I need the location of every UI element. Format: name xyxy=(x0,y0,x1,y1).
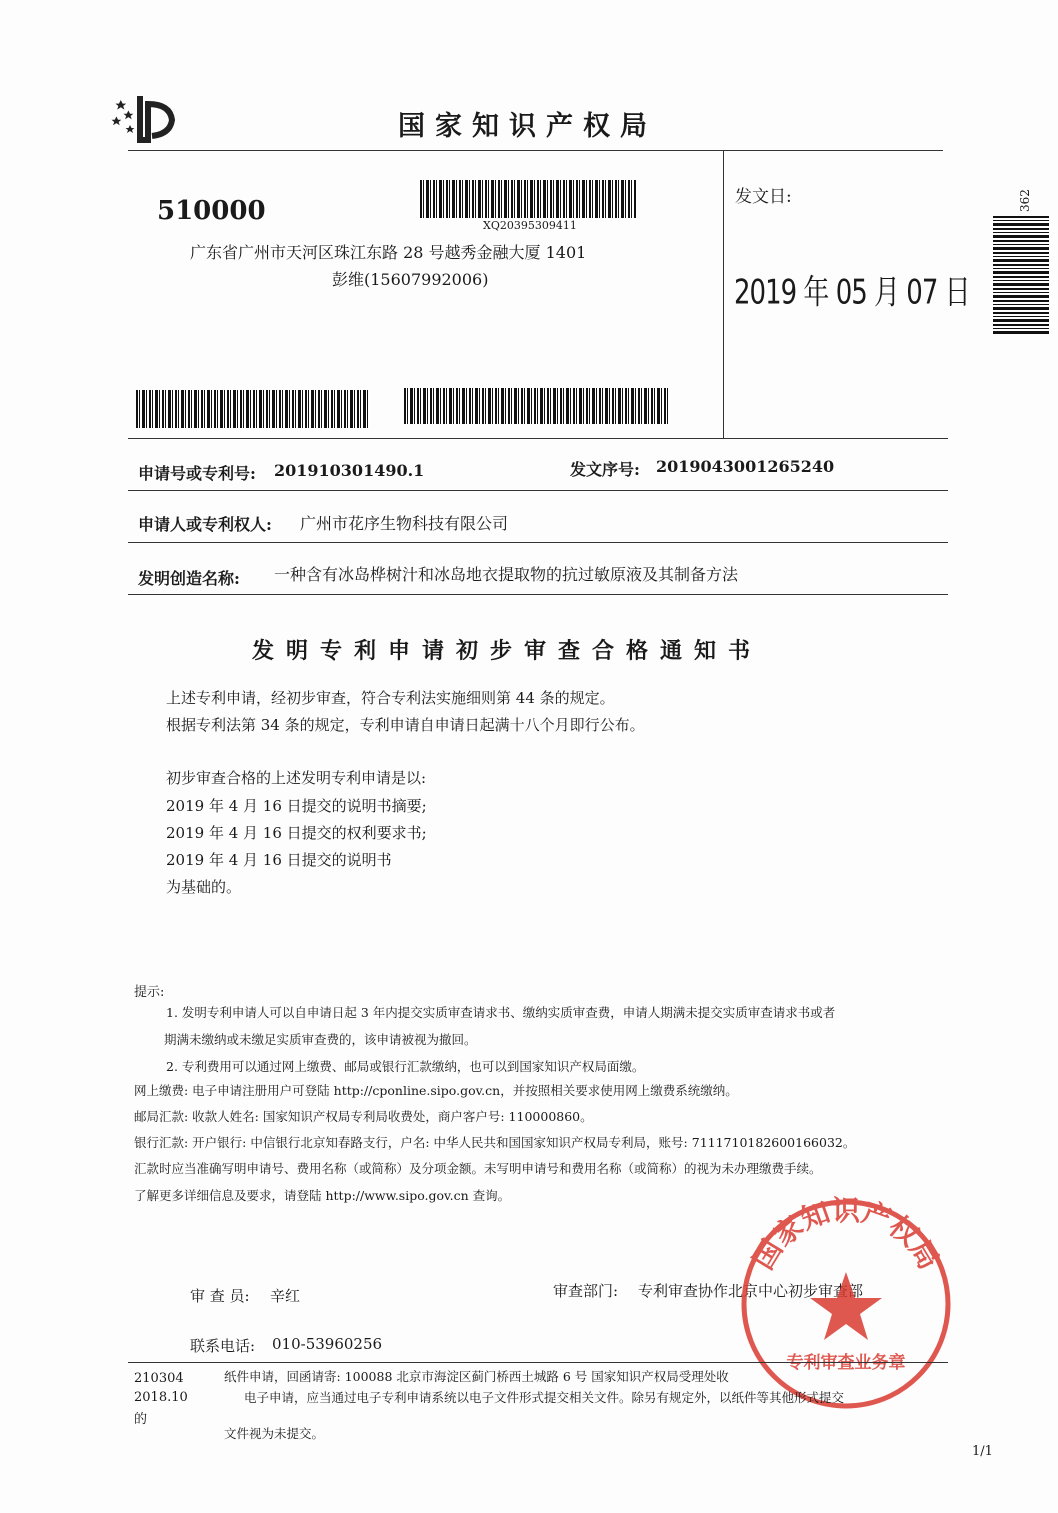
header-rule xyxy=(128,150,943,151)
tip-2: 2. 专利费用可以通过网上缴费、邮局或银行汇款缴纳，也可以到国家知识产权局面缴。 xyxy=(166,1059,645,1074)
phone-label: 联系电话: xyxy=(190,1337,256,1355)
dispatch-date-label: 发文日: xyxy=(735,187,792,207)
side-barcode xyxy=(993,216,1049,334)
bank-payment: 银行汇款: 开户银行: 中信银行北京知春路支行，户名: 中华人民共和国国家知识产权局专利局，账号: 7111710182600166032。 xyxy=(134,1135,856,1150)
dept-label: 审查部门: xyxy=(553,1282,619,1300)
office-title: 国家知识产权局 xyxy=(398,111,657,142)
svg-text:国家知识产权局 xyxy=(746,1196,945,1275)
invention-title: 一种含有冰岛桦树汁和冰岛地衣提取物的抗过敏原液及其制备方法 xyxy=(274,565,739,584)
basis-end: 为基础的。 xyxy=(166,878,242,896)
tips-heading: 提示: xyxy=(134,985,165,1000)
electronic-submission-note-2: 文件视为未提交。 xyxy=(224,1426,325,1441)
cnipa-logo xyxy=(110,92,190,148)
dispatch-date: 2019 年 05 月 07 日 xyxy=(734,273,970,313)
post-payment: 邮局汇款: 收款人姓名: 国家知识产权局专利局收费处，商户客户号: 110000860。 xyxy=(134,1109,593,1124)
postcode: 510000 xyxy=(157,196,266,226)
applicant: 广州市花序生物科技有限公司 xyxy=(300,514,509,533)
page-number: 1/1 xyxy=(972,1444,993,1459)
online-payment: 网上缴费: 电子申请注册用户可登陆 http://cponline.sipo.gov.cn，并按照相关要求使用网上缴费系统缴纳。 xyxy=(134,1083,738,1098)
side-code: 362 xyxy=(1018,189,1032,212)
barcode-text: XQ20395309411 xyxy=(483,219,577,232)
phone: 010-53960256 xyxy=(272,1335,383,1353)
applicant-label: 申请人或专利权人: xyxy=(138,515,272,534)
basis-intro: 初步审查合格的上述发明专利申请是以: xyxy=(166,769,427,787)
mailing-barcode xyxy=(420,180,636,218)
invention-label: 发明创造名称: xyxy=(138,569,240,588)
notice-para-2: 根据专利法第 34 条的规定，专利申请自申请日起满十八个月即行公布。 xyxy=(166,716,645,734)
notice-para-1: 上述专利申请，经初步审查，符合专利法实施细则第 44 条的规定。 xyxy=(166,689,615,707)
notice-title: 发明专利申请初步审查合格通知书 xyxy=(252,638,763,664)
date-column-divider xyxy=(723,150,724,438)
address-block-bottom-rule xyxy=(128,438,948,439)
postal-barcode-2 xyxy=(404,388,670,424)
basis-item-3: 2019 年 4 月 16 日提交的说明书 xyxy=(166,851,392,869)
row-rule-1 xyxy=(128,490,948,491)
electronic-submission-note: 电子申请，应当通过电子专利申请系统以电子文件形式提交相关文件。除另有规定外，以纸件等其他形式提交 xyxy=(244,1390,845,1405)
official-seal xyxy=(738,1196,954,1412)
more-info: 了解更多详细信息及要求，请登陆 http://www.sipo.gov.cn 查询。 xyxy=(134,1188,511,1203)
form-date: 2018.10 xyxy=(134,1390,188,1405)
seal-text-bottom: 专利审查业务章 xyxy=(786,1353,906,1373)
footer-rule xyxy=(128,1362,948,1363)
postal-barcode-1 xyxy=(136,390,370,428)
basis-item-2: 2019 年 4 月 16 日提交的权利要求书; xyxy=(166,824,427,842)
row-rule-2 xyxy=(128,542,948,543)
doc-no-label: 发文序号: xyxy=(570,460,640,479)
app-no-label: 申请号或专利号: xyxy=(138,464,256,483)
mailing-address: 广东省广州市天河区珠江东路 28 号越秀金融大厦 1401 xyxy=(190,243,587,262)
form-code: 210304 xyxy=(134,1371,184,1386)
form-suffix: 的 xyxy=(134,1412,148,1427)
tip-1-line-1: 1. 发明专利申请人可以自申请日起 3 年内提交实质审查请求书、缴纳实质审查费，申请人期满未提交实质审查请求书或者 xyxy=(166,1005,836,1020)
app-no: 201910301490.1 xyxy=(274,461,425,480)
seal-text-top: 国家知识产权局 xyxy=(746,1196,946,1276)
row-rule-3 xyxy=(128,594,948,595)
remit-note: 汇款时应当准确写明申请号、费用名称（或简称）及分项金额。未写明申请号和费用名称（或简称）的视为未办理缴费手续。 xyxy=(134,1161,822,1176)
examiner-name: 辛红 xyxy=(270,1287,301,1305)
paper-submission-note: 纸件申请，回函请寄: 100088 北京市海淀区蓟门桥西土城路 6 号 国家知识产权局受理处收 xyxy=(224,1369,729,1384)
basis-item-1: 2019 年 4 月 16 日提交的说明书摘要; xyxy=(166,797,427,815)
examiner-label: 审 查 员: xyxy=(190,1287,250,1305)
recipient: 彭维(15607992006) xyxy=(332,270,489,289)
dept-name: 专利审查协作北京中心初步审查部 xyxy=(638,1282,864,1300)
tip-1-line-2: 期满未缴纳或未缴足实质审查费的，该申请被视为撤回。 xyxy=(164,1032,477,1047)
doc-no: 2019043001265240 xyxy=(656,457,835,476)
